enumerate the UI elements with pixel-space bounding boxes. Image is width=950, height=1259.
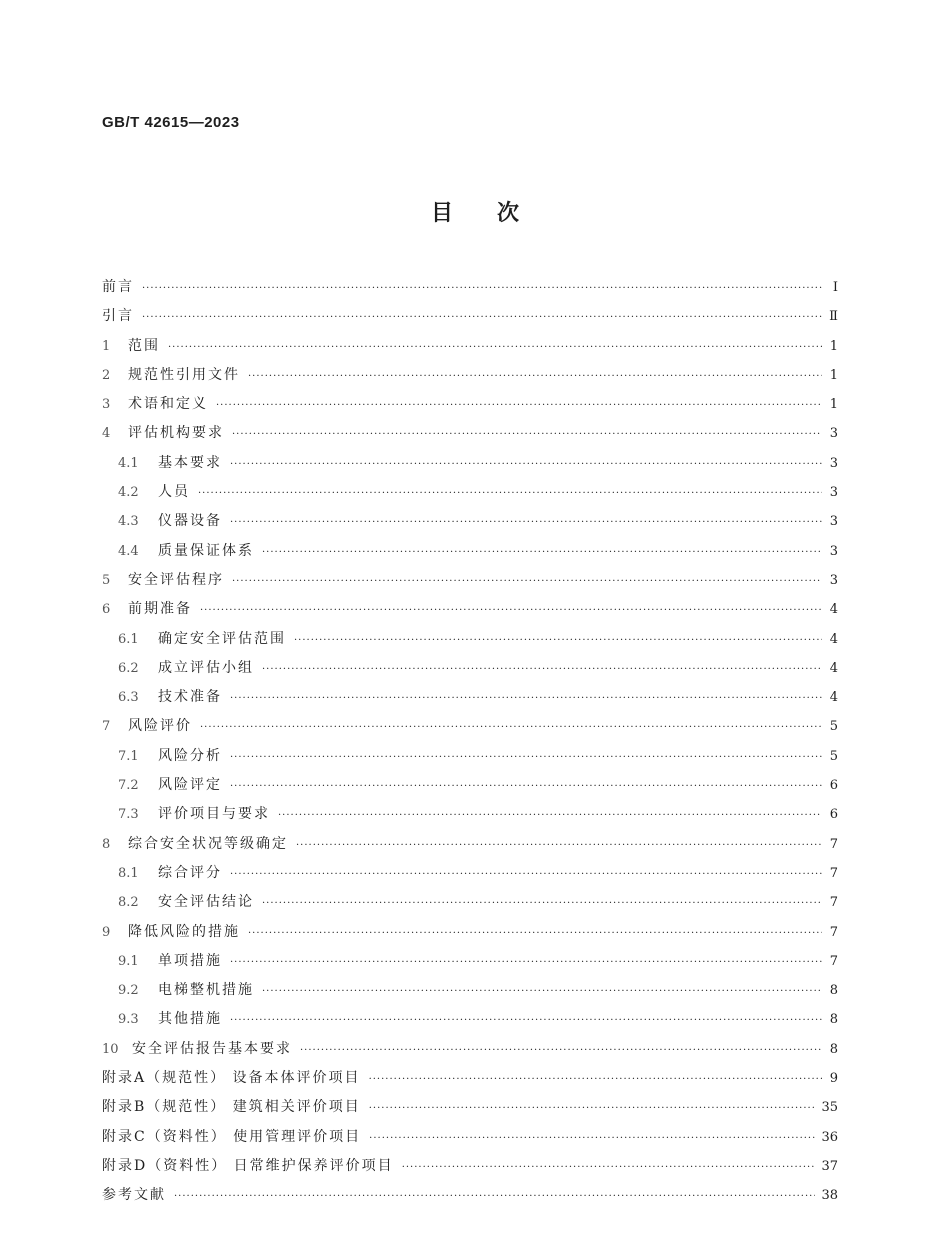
toc-entry[interactable] (102, 1035, 838, 1064)
toc-page-number: 5 (829, 748, 838, 764)
table-of-contents (102, 273, 838, 1211)
toc-section-number: 8 (102, 836, 111, 852)
toc-entry[interactable] (102, 1152, 838, 1181)
toc-page-number: 8 (829, 983, 838, 999)
toc-leader-dots (262, 655, 822, 684)
toc-entry[interactable] (102, 742, 838, 771)
toc-section-title: 附录A（规范性） 设备本体评价项目 (102, 1070, 361, 1087)
toc-page-number: 4 (829, 660, 838, 676)
toc-section-number: 2 (102, 367, 111, 383)
toc-page-number: 3 (829, 455, 838, 471)
toc-leader-dots (262, 889, 822, 918)
toc-page-number: 7 (829, 865, 838, 881)
toc-leader-dots (230, 508, 822, 537)
toc-leader-dots (402, 1153, 816, 1182)
toc-section-title: 风险评定 (158, 777, 222, 794)
toc-leader-dots (248, 362, 822, 391)
toc-entry[interactable] (102, 1093, 838, 1122)
toc-section-title: 综合安全状况等级确定 (128, 835, 288, 852)
toc-page-number: 4 (829, 631, 838, 647)
toc-page-number: 6 (829, 807, 838, 823)
toc-section-title: 风险评价 (128, 718, 192, 735)
toc-entry[interactable] (102, 625, 838, 654)
toc-leader-dots (232, 567, 822, 596)
toc-leader-dots (230, 684, 822, 713)
toc-section-number: 4.3 (118, 514, 139, 530)
toc-entry[interactable] (102, 1123, 838, 1152)
toc-section-number: 8.1 (118, 865, 139, 881)
toc-leader-dots (174, 1182, 815, 1211)
toc-entry[interactable] (102, 888, 838, 917)
toc-leader-dots (200, 713, 822, 742)
toc-section-number: 7.1 (118, 748, 139, 764)
toc-entry[interactable] (102, 1005, 838, 1034)
toc-leader-dots (369, 1124, 815, 1153)
toc-section-number: 4.4 (118, 543, 139, 559)
toc-section-title: 电梯整机措施 (158, 982, 254, 999)
toc-section-title: 前言 (102, 279, 134, 295)
toc-leader-dots (262, 538, 822, 567)
toc-page-number: 3 (829, 426, 838, 442)
toc-section-title: 附录D（资料性） 日常维护保养评价项目 (102, 1157, 394, 1174)
toc-page-number: 8 (829, 1041, 838, 1057)
toc-page-number: 3 (829, 572, 838, 588)
toc-entry[interactable] (102, 800, 838, 829)
toc-page-number: 9 (829, 1071, 838, 1087)
toc-entry[interactable] (102, 390, 838, 419)
toc-section-number: 4 (102, 426, 111, 442)
toc-section-title: 附录C（资料性） 使用管理评价项目 (102, 1128, 362, 1145)
toc-page-number: Ⅰ (832, 280, 838, 295)
toc-page-number: 1 (829, 367, 838, 383)
toc-section-title: 安全评估报告基本要求 (132, 1040, 292, 1057)
toc-page-number: 7 (829, 924, 838, 940)
toc-leader-dots (262, 977, 822, 1006)
toc-section-number: 1 (102, 338, 111, 354)
toc-section-title: 其他措施 (158, 1011, 222, 1028)
toc-section-number: 6.2 (118, 660, 139, 676)
toc-leader-dots (294, 626, 822, 655)
standard-code: GB/T 42615—2023 (102, 114, 240, 131)
toc-entry[interactable] (102, 918, 838, 947)
toc-section-number: 4.1 (118, 455, 139, 471)
toc-page-number: 7 (829, 895, 838, 911)
toc-section-number: 6 (102, 602, 111, 618)
toc-entry[interactable] (102, 976, 838, 1005)
toc-page-number: 4 (829, 602, 838, 618)
toc-section-title: 质量保证体系 (158, 542, 254, 559)
toc-leader-dots (230, 1006, 822, 1035)
toc-leader-dots (200, 596, 822, 625)
toc-page-number: 38 (821, 1188, 838, 1204)
toc-page-number: 8 (829, 1012, 838, 1028)
toc-section-number: 9.3 (118, 1012, 139, 1028)
toc-leader-dots (248, 919, 822, 948)
toc-leader-dots (369, 1094, 816, 1123)
toc-leader-dots (230, 860, 822, 889)
toc-section-title: 安全评估程序 (128, 571, 224, 588)
toc-leader-dots (230, 948, 822, 977)
toc-section-number: 5 (102, 572, 111, 588)
toc-entry[interactable] (102, 507, 838, 536)
toc-section-number: 10 (102, 1041, 119, 1057)
toc-section-title: 成立评估小组 (158, 659, 254, 676)
toc-page-number: 1 (829, 338, 838, 354)
toc-leader-dots (216, 391, 822, 420)
toc-entry[interactable] (102, 595, 838, 624)
toc-section-title: 范围 (128, 337, 160, 354)
toc-section-number: 4.2 (118, 485, 139, 501)
toc-section-title: 参考文献 (102, 1187, 166, 1204)
toc-leader-dots (300, 1036, 822, 1065)
toc-section-title: 引言 (102, 308, 134, 325)
toc-page-number: 36 (821, 1129, 838, 1145)
toc-page-number: Ⅱ (829, 309, 838, 325)
toc-leader-dots (369, 1065, 822, 1094)
toc-leader-dots (142, 303, 822, 332)
toc-section-title: 仪器设备 (158, 513, 222, 530)
toc-leader-dots (230, 772, 822, 801)
toc-entry[interactable] (102, 1064, 838, 1093)
toc-page-number: 3 (829, 514, 838, 530)
toc-section-number: 7.3 (118, 807, 139, 823)
toc-section-number: 9.1 (118, 953, 139, 969)
toc-entry[interactable] (102, 830, 838, 859)
toc-section-title: 评价项目与要求 (158, 806, 270, 823)
toc-section-number: 7.2 (118, 778, 139, 794)
toc-entry[interactable] (102, 566, 838, 595)
toc-section-number: 7 (102, 719, 111, 735)
toc-entry[interactable] (102, 771, 838, 800)
toc-section-title: 规范性引用文件 (128, 366, 240, 383)
toc-page-number: 35 (821, 1100, 838, 1116)
toc-section-title: 安全评估结论 (158, 894, 254, 911)
toc-section-number: 9.2 (118, 983, 139, 999)
toc-leader-dots (168, 333, 822, 362)
toc-title: 目次 (430, 201, 563, 226)
toc-section-title: 技术准备 (158, 689, 222, 706)
toc-leader-dots (278, 801, 822, 830)
toc-section-title: 术语和定义 (128, 396, 208, 413)
toc-section-number: 8.2 (118, 895, 139, 911)
toc-leader-dots (230, 743, 822, 772)
toc-page-number: 5 (829, 719, 838, 735)
toc-entry[interactable] (102, 478, 838, 507)
toc-page-number: 3 (829, 543, 838, 559)
toc-page-number: 7 (829, 836, 838, 852)
toc-page-number: 6 (829, 778, 838, 794)
toc-entry[interactable] (102, 654, 838, 683)
toc-entry[interactable] (102, 302, 838, 331)
toc-page-number: 4 (829, 690, 838, 706)
toc-section-number: 6.3 (118, 690, 139, 706)
toc-section-number: 3 (102, 397, 111, 413)
toc-section-number: 6.1 (118, 631, 139, 647)
toc-entry[interactable] (102, 419, 838, 448)
toc-section-title: 确定安全评估范围 (158, 630, 286, 647)
toc-section-title: 前期准备 (128, 601, 192, 618)
toc-entry[interactable] (102, 859, 838, 888)
toc-section-title: 降低风险的措施 (128, 923, 240, 940)
toc-section-title: 风险分析 (158, 747, 222, 764)
toc-leader-dots (198, 479, 822, 508)
toc-entry[interactable] (102, 1181, 838, 1210)
toc-leader-dots (232, 420, 822, 449)
toc-entry[interactable] (102, 332, 838, 361)
toc-page-number: 1 (829, 397, 838, 413)
toc-section-title: 基本要求 (158, 454, 222, 471)
toc-entry[interactable] (102, 537, 838, 566)
toc-section-title: 人员 (158, 484, 190, 501)
toc-entry[interactable] (102, 683, 838, 712)
toc-section-title: 单项措施 (158, 952, 222, 969)
toc-page-number: 3 (829, 485, 838, 501)
toc-entry[interactable] (102, 273, 838, 302)
toc-page-number: 37 (821, 1158, 838, 1174)
toc-entry[interactable] (102, 361, 838, 390)
toc-entry[interactable] (102, 712, 838, 741)
toc-leader-dots (142, 274, 822, 303)
toc-entry[interactable] (102, 947, 838, 976)
toc-leader-dots (296, 831, 822, 860)
toc-entry[interactable] (102, 449, 838, 478)
toc-section-title: 综合评分 (158, 864, 222, 881)
toc-leader-dots (230, 450, 822, 479)
toc-section-title: 评估机构要求 (128, 425, 224, 442)
toc-section-title: 附录B（规范性） 建筑相关评价项目 (102, 1099, 361, 1116)
toc-page-number: 7 (829, 953, 838, 969)
toc-section-number: 9 (102, 924, 111, 940)
